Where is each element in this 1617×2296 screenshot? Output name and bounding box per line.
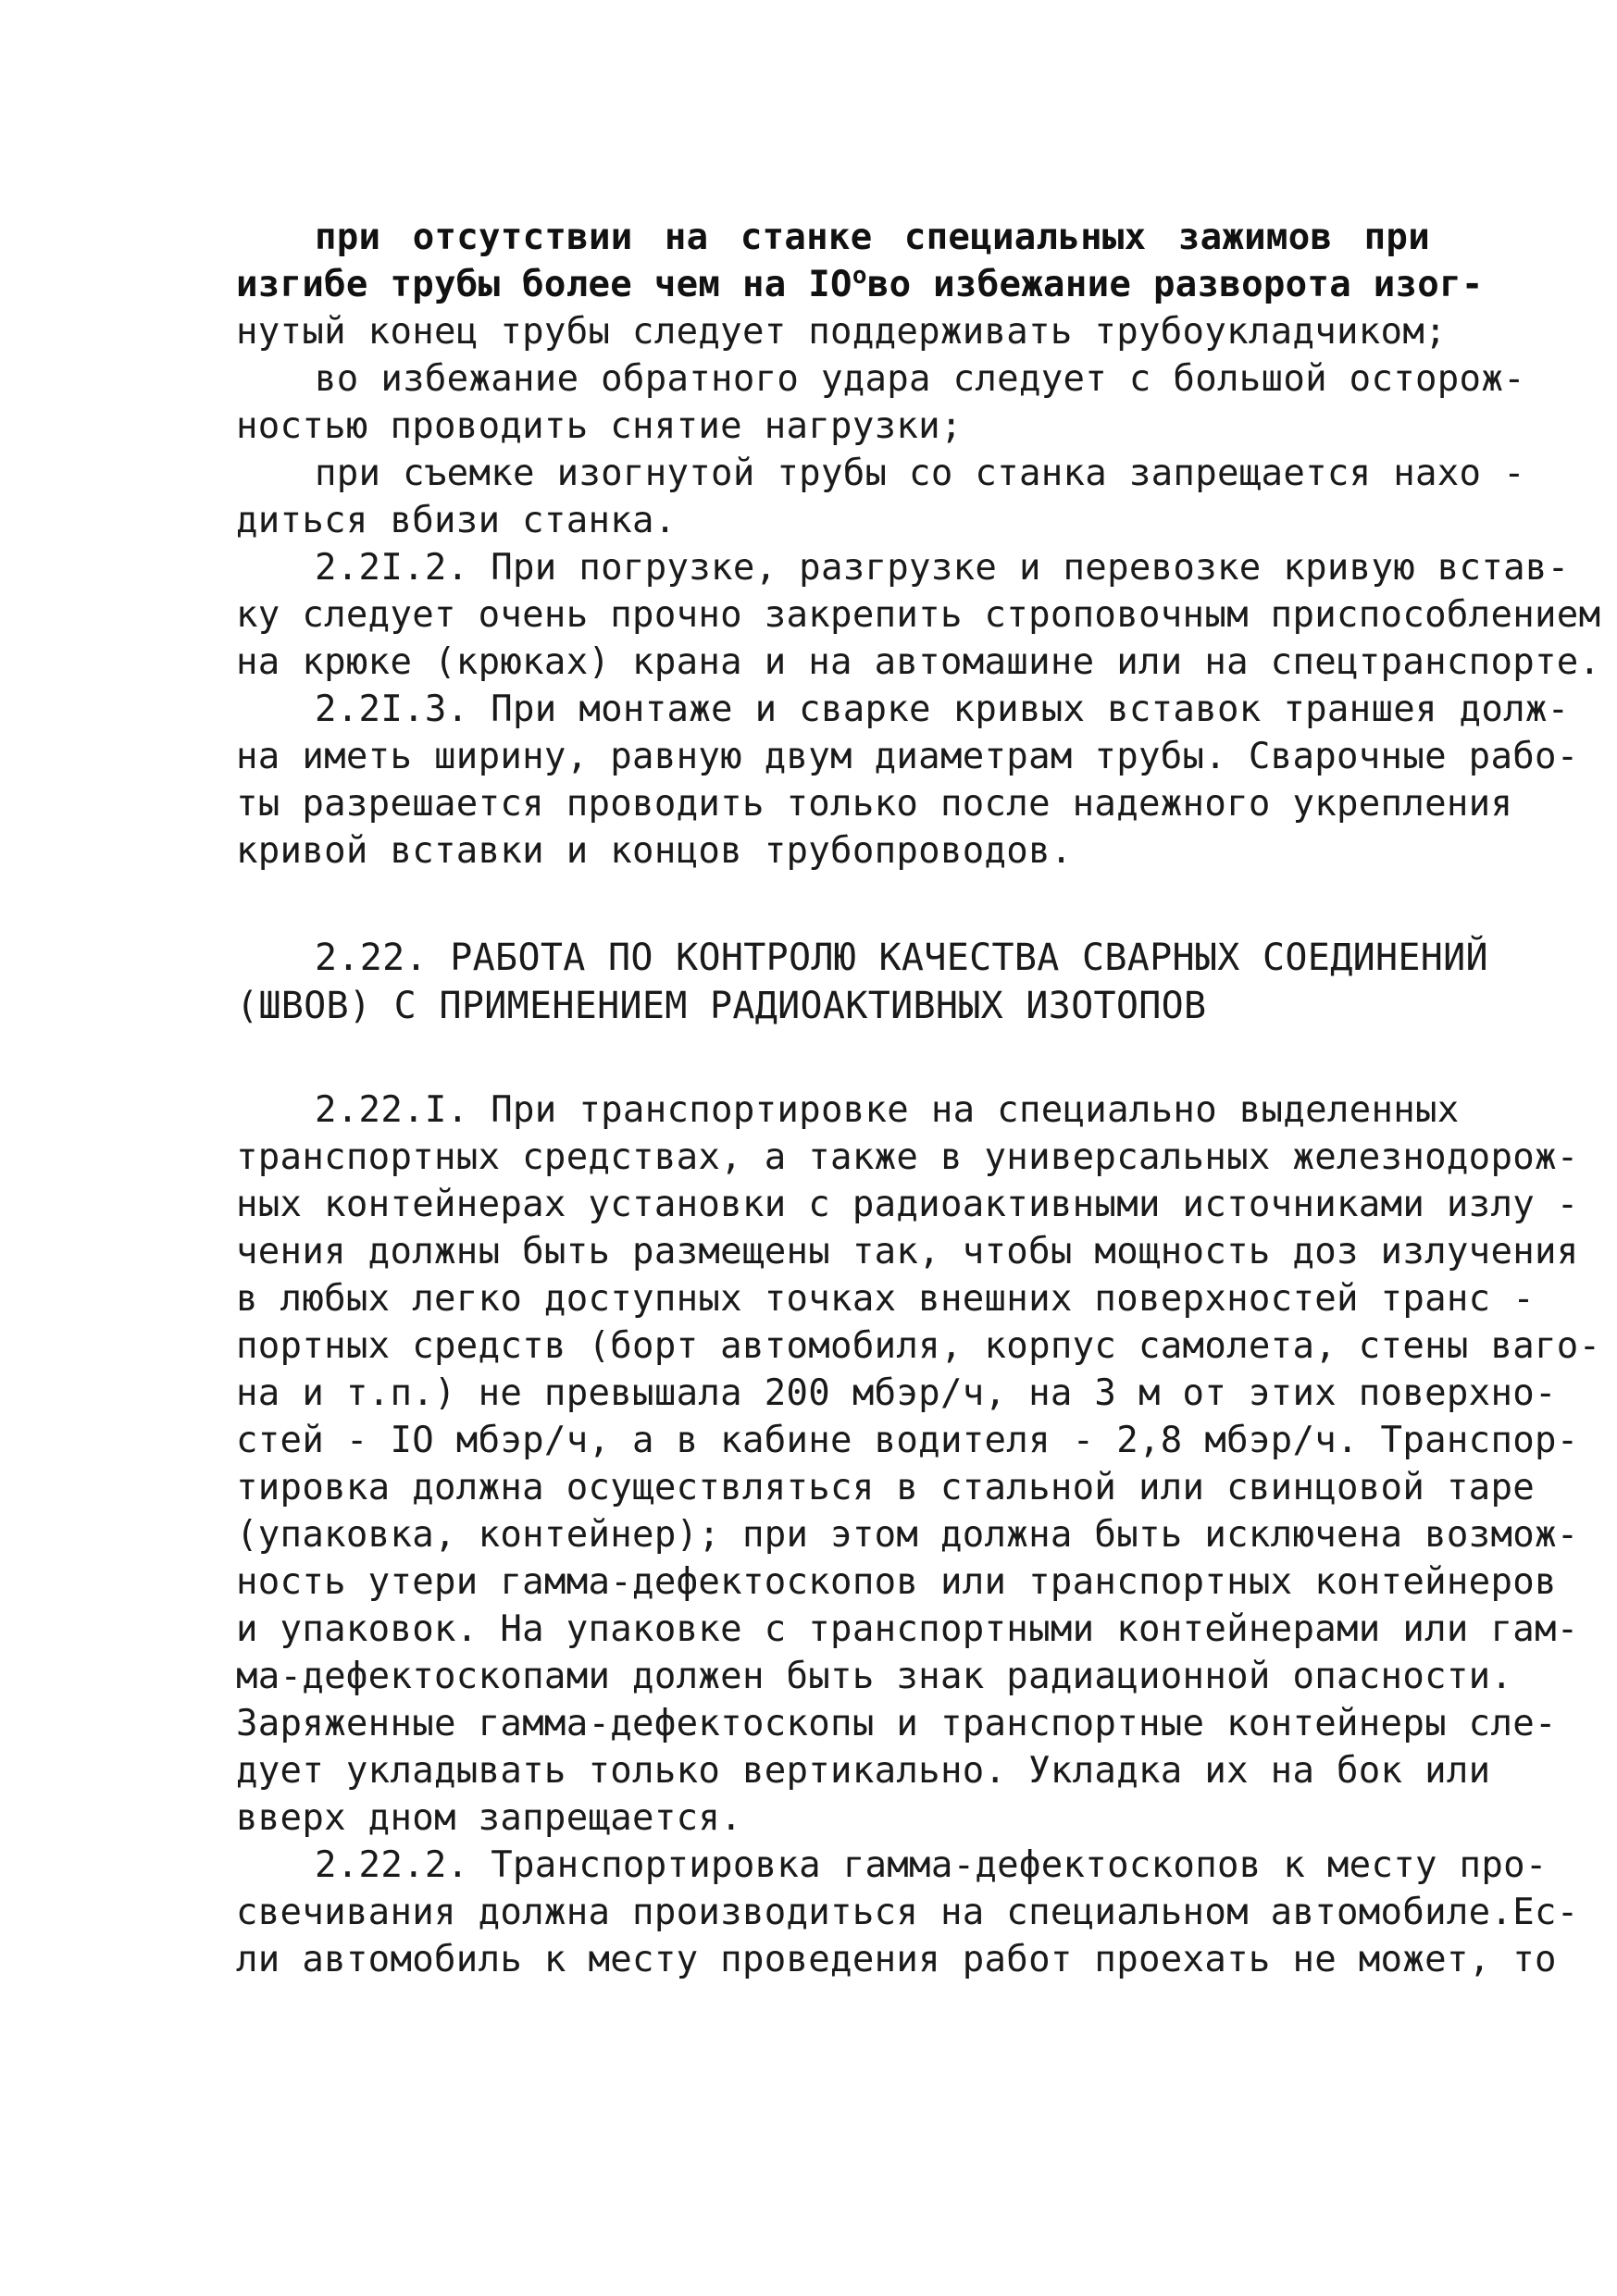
text-line: 2.22.2. Транспортировка гамма-дефектоскопов к месту про- <box>315 1844 1548 1886</box>
text-line: 2.2I.2. При погрузке, разгрузке и перевозке кривую встав- <box>315 547 1570 589</box>
text-line: и упаковок. На упаковке с транспортными контейнерами или гам- <box>236 1608 1579 1650</box>
text-line: диться вбизи станка. <box>236 500 677 541</box>
text-line: ли автомобиль к месту проведения работ проехать не может, то <box>236 1939 1557 1980</box>
section-heading: (ШВОВ) С ПРИМЕНЕНИЕМ РАДИОАКТИВНЫХ ИЗОТОПОВ <box>236 985 1207 1027</box>
text-line: портных средств (борт автомобиля, корпус самолета, стены ваго- <box>236 1325 1601 1367</box>
text-line: ты разрешается проводить только после надежного укрепления <box>236 783 1513 825</box>
section-heading: 2.22. РАБОТА ПО КОНТРОЛЮ КАЧЕСТВА СВАРНЫХ СОЕДИНЕНИЙ <box>315 937 1488 979</box>
text-line: во избежание обратного удара следует с большой осторож- <box>315 358 1525 400</box>
text-line: ных контейнерах установки с радиоактивными источниками излу - <box>236 1184 1579 1225</box>
text-line: вверх дном запрещается. <box>236 1797 742 1839</box>
text-line: ку следует очень прочно закрепить строповочным приспособлением <box>236 594 1601 636</box>
text-line: на иметь ширину, равную двум диаметрам трубы. Сварочные рабо- <box>236 736 1579 777</box>
text-line: на крюке (крюках) крана и на автомашине или на спецтранспорте. <box>236 641 1601 683</box>
text-line: (упаковка, контейнер); при этом должна быть исключена возмож- <box>236 1514 1579 1556</box>
text-line: 2.2I.3. При монтаже и сварке кривых вставок траншея долж- <box>315 689 1570 730</box>
text-line: нутый конец трубы следует поддерживать трубоукладчиком; <box>236 311 1447 353</box>
text-line: на и т.п.) не превышала 200 мбэр/ч, на 3 м от этих поверхно- <box>236 1372 1557 1414</box>
text-line: при отсутствии на станке специальных зажимов при <box>315 217 1430 258</box>
text-line: ма-дефектоскопами должен быть знак радиационной опасности. <box>236 1656 1513 1697</box>
text-line: 2.22.I. При транспортировке на специально выделенных <box>315 1089 1460 1131</box>
text-line: тировка должна осуществляться в стальной или свинцовой таре <box>236 1467 1536 1508</box>
text-fragment: изгибе трубы более чем на $IO^o$ <box>236 262 867 305</box>
text-line <box>236 262 1484 308</box>
text-fragment: во избежание разворота изог- <box>866 264 1484 305</box>
text-line: ность утери гамма-дефектоскопов или транспортных контейнеров <box>236 1561 1557 1603</box>
text-line: свечивания должна производиться на специальном автомобиле.Ес- <box>236 1892 1579 1933</box>
text-line: транспортных средствах, а также в универсальных железнодорож- <box>236 1136 1579 1178</box>
text-line: ностью проводить снятие нагрузки; <box>236 405 963 447</box>
text-line: дует укладывать только вертикально. Укладка их на бок или <box>236 1750 1491 1792</box>
text-line: в любых легко доступных точках внешних поверхностей транс - <box>236 1278 1536 1320</box>
text-line: стей - IO мбэр/ч, а в кабине водителя - 2,8 мбэр/ч. Транспор- <box>236 1420 1579 1461</box>
degree-mark: o <box>852 262 867 290</box>
text-line: кривой вставки и концов трубопроводов. <box>236 830 1073 872</box>
text-line: чения должны быть размещены так, чтобы мощность доз излучения <box>236 1231 1579 1272</box>
text-line: Заряженные гамма-дефектоскопы и транспортные контейнеры сле- <box>236 1703 1557 1744</box>
text-line: при съемке изогнутой трубы со станка запрещается нахо - <box>315 453 1525 494</box>
